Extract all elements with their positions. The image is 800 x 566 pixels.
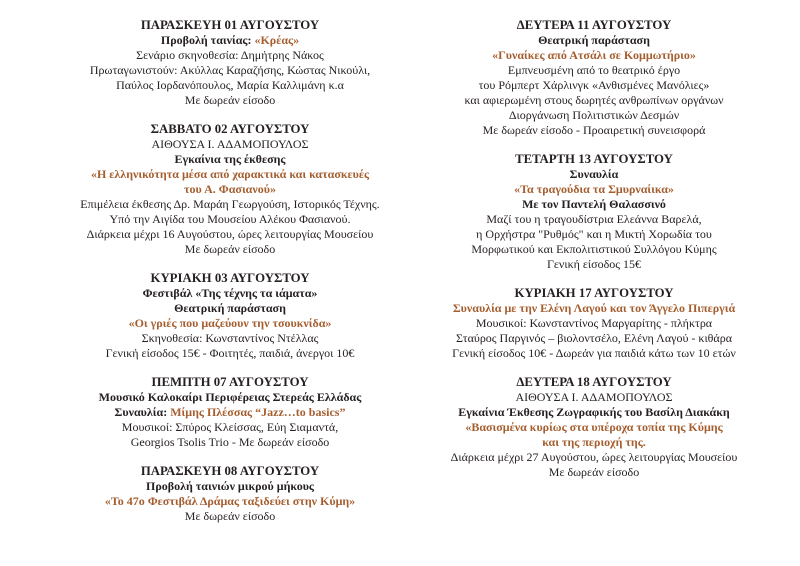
event-line — [55, 18, 405, 33]
event-line — [419, 242, 769, 257]
event-line — [55, 78, 405, 93]
event-block — [419, 375, 769, 480]
event-line — [419, 450, 769, 465]
text-segment-normal: Γενική είσοδος 15€ — [546, 257, 642, 271]
event-date-heading: ΣΑΒΒΑΤΟ 02 ΑΥΓΟΥΣΤΟΥ — [150, 122, 310, 136]
text-segment-bold: Θεατρική παράσταση — [174, 301, 286, 315]
text-segment-normal: Διοργάνωση Πολιτιστικών Δεσμών — [508, 108, 680, 122]
text-segment-accent: «Γυναίκες από Ατσάλι σε Κομμωτήριο» — [492, 48, 696, 62]
text-segment-normal: Με δωρεάν είσοδο — [184, 242, 276, 256]
text-segment-normal: Εμπνευσμένη από το θεατρικό έργο — [507, 63, 681, 77]
event-line — [55, 48, 405, 63]
program-right-column — [419, 18, 769, 566]
event-date-heading: ΠΑΡΑΣΚΕΥΗ 08 ΑΥΓΟΥΣΤΟΥ — [140, 464, 320, 478]
event-line — [55, 122, 405, 137]
event-line — [55, 509, 405, 524]
text-segment-normal: Πρωταγωνιστούν: Ακύλλας Καραζήσης, Κώστας Νικούλι, — [89, 63, 371, 77]
event-date-heading: ΔΕΥΤΕΡΑ 11 ΑΥΓΟΥΣΤΟΥ — [516, 18, 672, 32]
text-segment-accent: Μίμης Πλέσσας “Jazz…to basics” — [170, 405, 346, 419]
event-line — [55, 242, 405, 257]
text-segment-normal: Με δωρεάν είσοδο - Προαιρετική συνεισφορά — [482, 123, 706, 137]
event-line — [55, 212, 405, 227]
event-line — [419, 331, 769, 346]
text-segment-accent: «Κρέας» — [254, 33, 300, 47]
text-segment-normal: και αφιερωμένη στους δωρητές ανθρωπίνων οργάνων — [464, 93, 724, 107]
text-segment-normal: Με δωρεάν είσοδο — [184, 93, 276, 107]
text-segment-bold: Προβολή ταινίας: — [160, 33, 255, 47]
event-line — [55, 375, 405, 390]
text-segment-normal: Μουσικοί: Κωνσταντίνος Μαργαρίτης - πλήκτρα — [475, 316, 713, 330]
text-segment-normal: Διάρκεια μέχρι 16 Αυγούστου, ώρες λειτουργίας Μουσείου — [86, 227, 374, 241]
text-segment-accent: «Οι γριές που μαζεύουν την τσουκνίδα» — [128, 316, 332, 330]
event-line — [419, 316, 769, 331]
event-line — [419, 48, 769, 63]
event-line — [419, 435, 769, 450]
event-block — [419, 152, 769, 272]
event-line — [419, 212, 769, 227]
event-line — [419, 375, 769, 390]
event-date-heading: ΠΕΜΠΤΗ 07 ΑΥΓΟΥΣΤΟΥ — [151, 375, 309, 389]
text-segment-bold: Μουσικό Καλοκαίρι Περιφέρειας Στερεάς Ελλάδας — [98, 390, 362, 404]
event-block — [419, 286, 769, 361]
event-line — [419, 63, 769, 78]
event-line — [55, 227, 405, 242]
event-line — [55, 331, 405, 346]
text-segment-bold: Εγκαίνια Έκθεσης Ζωγραφικής του Βασίλη Διακάκη — [458, 405, 730, 419]
event-line — [419, 227, 769, 242]
event-block — [419, 18, 769, 138]
event-line — [419, 197, 769, 212]
event-line — [55, 479, 405, 494]
event-line — [55, 93, 405, 108]
event-line — [419, 78, 769, 93]
text-segment-bold: Προβολή ταινιών μικρού μήκους — [145, 479, 314, 493]
text-segment-accent: «Η ελληνικότητα μέσα από χαρακτικά και κατασκευές — [90, 167, 370, 181]
event-line — [55, 405, 405, 420]
event-date-heading: ΚΥΡΙΑΚΗ 03 ΑΥΓΟΥΣΤΟΥ — [150, 271, 310, 285]
event-line — [419, 390, 769, 405]
event-block — [55, 375, 405, 450]
text-segment-accent: και της περιοχή της. — [542, 435, 646, 449]
text-segment-normal: Διάρκεια μέχρι 27 Αυγούστου, ώρες λειτουργίας Μουσείου — [450, 450, 738, 464]
event-block — [55, 18, 405, 108]
event-line — [419, 152, 769, 167]
text-segment-normal: Σκηνοθεσία: Κωνσταντίνος Ντέλλας — [141, 331, 319, 345]
text-segment-accent: Συναυλία με την Ελένη Λαγού και τον Άγγελο Πιπεργιά — [452, 301, 736, 315]
event-line — [55, 286, 405, 301]
event-line — [55, 390, 405, 405]
text-segment-accent: «Το 47ο Φεστιβάλ Δράμας ταξιδεύει στην Κύμη» — [104, 494, 356, 508]
event-line — [55, 167, 405, 182]
event-line — [419, 93, 769, 108]
text-segment-normal: Μαζί του η τραγουδίστρια Ελεάννα Βαρελά, — [486, 212, 702, 226]
event-line — [419, 33, 769, 48]
event-line — [55, 197, 405, 212]
event-line — [419, 405, 769, 420]
event-line — [419, 346, 769, 361]
event-block — [55, 464, 405, 524]
event-line — [419, 182, 769, 197]
text-segment-normal: ΑΙΘΟΥΣΑ Ι. ΑΔΑΜΟΠΟΥΛΟΣ — [151, 137, 309, 151]
event-line — [55, 301, 405, 316]
program-left-column — [55, 18, 405, 566]
text-segment-normal: Παύλος Ιορδανόπουλος, Μαρία Καλλιμάνη κ.α — [116, 78, 344, 92]
text-segment-accent: του Α. Φασιανού» — [184, 182, 276, 196]
event-block — [55, 122, 405, 257]
event-line — [55, 137, 405, 152]
event-line — [419, 257, 769, 272]
text-segment-normal: Με δωρεάν είσοδο — [548, 465, 640, 479]
text-segment-normal: Σταύρος Παργινός – βιολοντσέλο, Ελένη Λαγού - κιθάρα — [456, 331, 732, 345]
text-segment-normal: Μορφωτικού και Εκπολιτιστικού Συλλόγου Κύμης — [471, 242, 717, 256]
text-segment-normal: Georgios Tsolis Trio - Με δωρεάν είσοδο — [130, 435, 330, 449]
text-segment-normal: Επιμέλεια έκθεσης Δρ. Μαράη Γεωργούση, Ιστορικός Τέχνης. — [80, 197, 380, 211]
text-segment-normal: Γενική είσοδος 10€ - Δωρεάν για παιδιά κάτω των 10 ετών — [452, 346, 736, 360]
event-line — [55, 152, 405, 167]
text-segment-normal: ΑΙΘΟΥΣΑ Ι. ΑΔΑΜΟΠΟΥΛΟΣ — [515, 390, 673, 404]
event-line — [55, 316, 405, 331]
text-segment-normal: Σενάριο σκηνοθεσία: Δημήτρης Νάκος — [136, 48, 324, 62]
event-line — [419, 167, 769, 182]
text-segment-bold: Εγκαίνια της έκθεσης — [174, 152, 286, 166]
text-segment-bold: Θεατρική παράσταση — [538, 33, 650, 47]
event-line — [419, 420, 769, 435]
text-segment-normal: η Ορχήστρα "Ρυθμός" και η Μικτή Χορωδία του — [476, 227, 712, 241]
event-line — [419, 123, 769, 138]
text-segment-accent: «Τα τραγούδια τα Σμυρναίικα» — [514, 182, 674, 196]
text-segment-accent: «Βασισμένα κυρίως στα υπέροχα τοπία της Κύμης — [465, 420, 723, 434]
text-segment-normal: Με δωρεάν είσοδο — [184, 509, 276, 523]
event-date-heading: ΔΕΥΤΕΡΑ 18 ΑΥΓΟΥΣΤΟΥ — [516, 375, 672, 389]
text-segment-bold: Φεστιβάλ «Της τέχνης τα ιάματα» — [142, 286, 318, 300]
event-line — [55, 464, 405, 479]
text-segment-bold: Συναυλία — [569, 167, 619, 181]
event-line — [55, 63, 405, 78]
event-line — [419, 286, 769, 301]
text-segment-normal: Μουσικοί: Σπύρος Κλείσσας, Εύη Σιαμαντά, — [121, 420, 339, 434]
text-segment-bold: Συναυλία: — [114, 405, 171, 419]
event-line — [419, 108, 769, 123]
event-date-heading: ΤΕΤΑΡΤΗ 13 ΑΥΓΟΥΣΤΟΥ — [515, 152, 673, 166]
text-segment-bold: Με τον Παντελή Θαλασσινό — [522, 197, 666, 211]
event-line — [55, 346, 405, 361]
text-segment-normal: Υπό την Αιγίδα του Μουσείου Αλέκου Φασιανού. — [109, 212, 351, 226]
text-segment-normal: Γενική είσοδος 15€ - Φοιτητές, παιδιά, άνεργοι 10€ — [105, 346, 355, 360]
event-line — [55, 420, 405, 435]
event-block — [55, 271, 405, 361]
event-line — [55, 33, 405, 48]
text-segment-normal: του Ρόμπερτ Χάρλινγκ «Ανθισμένες Μανόλιες» — [478, 78, 710, 92]
event-line — [55, 435, 405, 450]
event-line — [419, 301, 769, 316]
event-line — [55, 494, 405, 509]
event-line — [419, 18, 769, 33]
event-line — [419, 465, 769, 480]
event-line — [55, 271, 405, 286]
event-date-heading: ΚΥΡΙΑΚΗ 17 ΑΥΓΟΥΣΤΟΥ — [514, 286, 674, 300]
event-line — [55, 182, 405, 197]
event-date-heading: ΠΑΡΑΣΚΕΥΗ 01 ΑΥΓΟΥΣΤΟΥ — [140, 18, 320, 32]
